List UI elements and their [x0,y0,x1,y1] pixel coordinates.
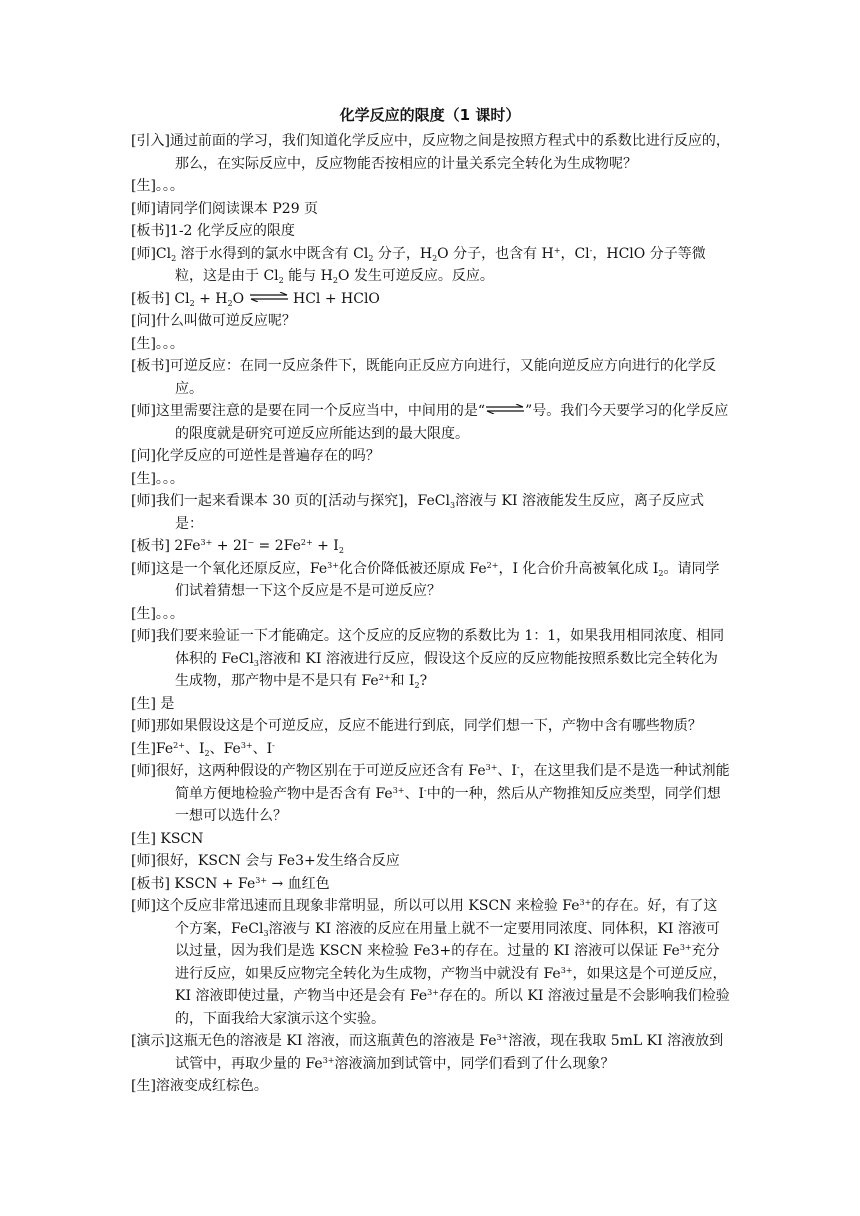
paragraph-teacher-reagent: [师]很好，这两种假设的产物区别在于可逆反应还含有 $Fe^{3+}$、I-，在这里我们是不是选一种试剂能简单方便地检验产物中是否含有 $Fe^{3+}$、I-中的一种，然后从产物推知反应类型，同学们想一想可以选什么？ [131,763,730,824]
paragraph-student-1: [生]。。。 [131,178,184,194]
paragraph-question-1: [问]什么叫做可逆反应呢？ [131,313,296,329]
paragraph-demo: [演示]这瓶无色的溶液是 KI 溶液，而这瓶黄色的溶液是 $Fe^{3+}$溶液，现在我取 5mL KI 溶液放到试管中，再取少量的 $Fe^{3+}$溶液滴加到试管中，同学们看到了什么现象？ [131,1033,724,1072]
paragraph-student-6: [生]$Fe^{2+}$、$I_2$、$Fe^{3+}$、I- [131,740,275,758]
paragraph-student-8: [生]溶液变成红棕色。 [131,1078,268,1094]
paragraph-student-5: [生] 是 [131,695,175,712]
paragraph-board-equation-2: [板书] $2Fe^{3+} + 2I^- = 2Fe^{2+} + I_2$ [131,538,344,555]
paragraph-teacher-kscn: [师]很好，KSCN 会与 Fe3+发生络合反应 [131,853,400,869]
paragraph-teacher-read: [师]请同学们阅读课本 P29 页 [131,200,319,217]
paragraph-student-7: [生] KSCN [131,830,204,847]
paragraph-teacher-explain: [师]这个反应非常迅速而且现象非常明显，所以可以用 KSCN 来检验 $Fe^{3+}$的存在。好，有了这个方案，FeCl$_3$溶液与 KI 溶液的反应在用量上就不一定要用同浓度、同体积，KI 溶液可以过量，因为我们是选 KSCN 来检验 Fe3+的存在。过量的 KI 溶液可以保证 $Fe^{3+}$充分进行反应，如果反应物完全转化为生成物，产物当中就没有 $Fe^{3+}$，如果这是个可逆反应，KI 溶液即使过量，产物当中还是会有 $Fe^{3+}$存在的。所以 KI 溶液过量是不会影响我们检验的，下面我给大家演示这个实验。 [131,898,730,1027]
equilibrium-arrow-icon [249,292,289,302]
paragraph-teacher-products: [师]那如果假设这是个可逆反应，反应不能进行到底，同学们想一下，产物中含有哪些物质？ [131,718,702,734]
paragraph-teacher-note: [师]这里需要注意的是要在同一个反应当中，中间用的是“ ”号。我们今天要学习的化学反应的限度就是研究可逆反应所能达到的最大限度。 [131,403,729,442]
paragraph-teacher-redox: [师]这是一个氧化还原反应，$Fe^{3+}$化合价降低被还原成 $Fe^{2+}$，I 化合价升高被氧化成 $I_2$。请同学们试着猜想一下这个反应是不是可逆反应？ [131,560,720,599]
paragraph-board-equation-3: [板书] KSCN + $Fe^{3+}$ → 血红色 [131,875,330,892]
paragraph-board-definition: [板书]可逆反应：在同一反应条件下，既能向正反应方向进行，又能向逆反应方向进行的化学反应。 [131,358,716,397]
paragraph-board-heading: [板书]1-2 化学反应的限度 [131,223,295,239]
equilibrium-arrow-icon [485,404,525,414]
paragraph-teacher-chlorine: [师]$Cl_2$ 溶于水得到的氯水中既含有 $Cl_2$ 分子，$H_2O$ 分子，也含有 H+，Cl-，HClO 分子等微粒，这是由于 $Cl_2$ 能与 $H_2O$ 发生可逆反应。反应。 [131,245,706,285]
paragraph-intro: [引入]通过前面的学习，我们知道化学反应中，反应物之间是按照方程式中的系数比进行反应的，那么，在实际反应中，反应物能否按相应的计量关系完全转化为生成物呢？ [131,133,730,172]
paragraph-board-equation-1: [板书] $Cl_2 + H_2O$ HCl + HClO [131,290,380,308]
paragraph-teacher-activity: [师]我们一起来看课本 30 页的[活动与探究]，FeCl$_3$溶液与 KI 溶液能发生反应，离子反应式是： [131,493,704,532]
paragraph-teacher-verify: [师]我们要来验证一下才能确定。这个反应的反应物的系数比为 1：1，如果我用相同浓度、相同体积的 FeCl$_3$溶液和 KI 溶液进行反应，假设这个反应的反应物能按照系数比完全转化为生成物，那产物中是不是只有 $Fe^{2+}$和 $I_2$? [131,628,725,690]
document-body [131,130,731,1098]
paragraph-question-2: [问]化学反应的可逆性是普遍存在的吗？ [131,448,380,464]
paragraph-student-3: [生]。。。 [131,470,184,487]
paragraph-student-4: [生]。。。 [131,605,184,622]
paragraph-student-2: [生]。。。 [131,335,184,352]
page-title: 化学反应的限度（1 课时） [339,106,521,124]
